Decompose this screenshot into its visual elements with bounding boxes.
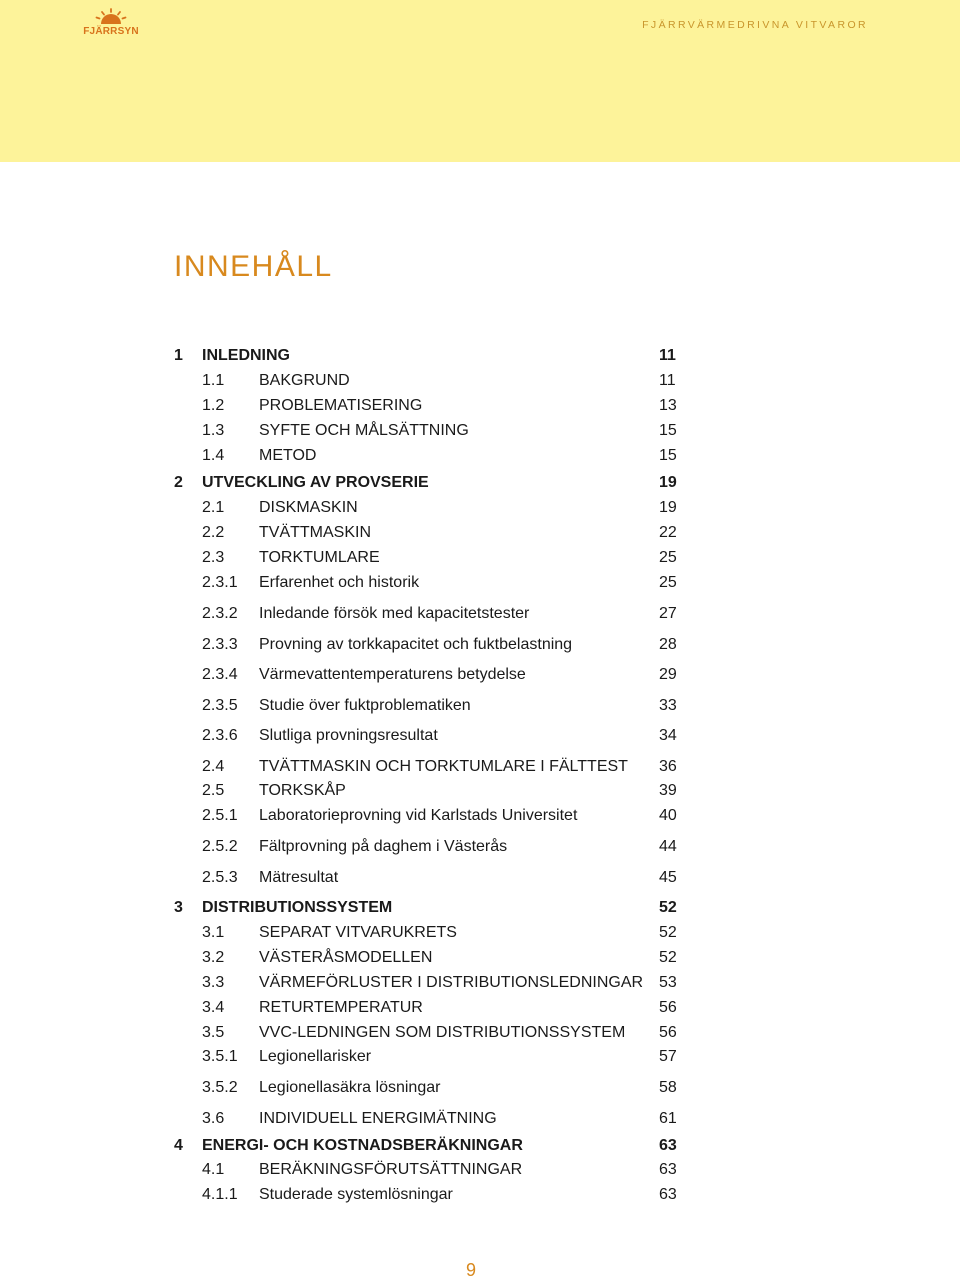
- toc-entry-2-1[interactable]: [0, 498, 960, 518]
- toc-number: 3.5: [202, 1024, 225, 1041]
- toc-page: 28: [659, 636, 677, 653]
- toc-label: RETURTEMPERATUR: [259, 999, 423, 1016]
- toc-page: 36: [659, 758, 677, 775]
- toc-entry-2-5[interactable]: [0, 781, 960, 801]
- toc-label: Slutliga provningsresultat: [259, 727, 438, 744]
- toc-number: 2.3.4: [202, 666, 238, 683]
- toc-number: 2.3.3: [202, 636, 238, 653]
- toc-entry-2-5-3[interactable]: [0, 868, 960, 888]
- toc-number: 2.1: [202, 499, 225, 516]
- toc-label: Värmevattentemperaturens betydelse: [259, 666, 526, 683]
- toc-number: 3.5.2: [202, 1079, 238, 1096]
- toc-entry-2[interactable]: [0, 473, 960, 493]
- toc-number: 1.1: [202, 372, 225, 389]
- toc-label: TORKSKÅP: [259, 782, 346, 799]
- toc-page: 63: [659, 1186, 677, 1203]
- toc-label: TORKTUMLARE: [259, 549, 380, 566]
- toc-label: TVÄTTMASKIN OCH TORKTUMLARE I FÄLTTEST: [259, 758, 628, 775]
- toc-number: 2.5: [202, 782, 225, 799]
- toc-number: 4: [174, 1137, 183, 1154]
- toc-number: 2.3.5: [202, 697, 238, 714]
- toc-page: 15: [659, 447, 677, 464]
- toc-page: 27: [659, 605, 677, 622]
- toc-label: Provning av torkkapacitet och fuktbelastning: [259, 636, 573, 653]
- toc-label: PROBLEMATISERING: [259, 397, 423, 414]
- toc-label: METOD: [259, 447, 317, 464]
- toc-entry-2-3-4[interactable]: [0, 665, 960, 685]
- toc-number: 3: [174, 899, 183, 916]
- toc-page: 44: [659, 838, 677, 855]
- toc-number: 1.3: [202, 422, 225, 439]
- toc-page: 13: [659, 397, 677, 414]
- toc-page: 33: [659, 697, 677, 714]
- toc-entry-2-5-2[interactable]: [0, 837, 960, 857]
- toc-entry-3-1[interactable]: [0, 923, 960, 943]
- toc-entry-4[interactable]: [0, 1136, 960, 1156]
- header-band: [0, 0, 960, 162]
- toc-number: 1.4: [202, 447, 225, 464]
- toc-number: 3.6: [202, 1110, 225, 1127]
- toc-label: DISTRIBUTIONSSYSTEM: [202, 899, 393, 916]
- toc-label: SEPARAT VITVARUKRETS: [259, 924, 457, 941]
- toc-number: 2.2: [202, 524, 225, 541]
- toc-page: 63: [659, 1137, 677, 1154]
- toc-entry-4-1[interactable]: [0, 1160, 960, 1180]
- toc-label: DISKMASKIN: [259, 499, 358, 516]
- toc-number: 3.3: [202, 974, 225, 991]
- toc-number: 2: [174, 474, 183, 491]
- toc-entry-2-2[interactable]: [0, 523, 960, 543]
- toc-number: 3.2: [202, 949, 225, 966]
- toc-page: 34: [659, 727, 677, 744]
- toc-page: 56: [659, 999, 677, 1016]
- toc-entry-2-3-6[interactable]: [0, 726, 960, 746]
- toc-label: INDIVIDUELL ENERGIMÄTNING: [259, 1110, 497, 1127]
- toc-entry-2-3-3[interactable]: [0, 635, 960, 655]
- toc-entry-3-5-1[interactable]: [0, 1047, 960, 1067]
- toc-entry-1-1[interactable]: [0, 371, 960, 391]
- toc-page: 11: [659, 347, 676, 364]
- toc-label: Inledande försök med kapacitetstester: [259, 605, 530, 622]
- toc-entry-2-3[interactable]: [0, 548, 960, 568]
- toc-entry-3-2[interactable]: [0, 948, 960, 968]
- toc-entry-1-3[interactable]: [0, 421, 960, 441]
- toc-entry-3-4[interactable]: [0, 998, 960, 1018]
- toc-number: 2.5.2: [202, 838, 238, 855]
- toc-page: 53: [659, 974, 677, 991]
- toc-entry-4-1-1[interactable]: [0, 1185, 960, 1205]
- toc-page: 15: [659, 422, 677, 439]
- toc-label: Laboratorieprovning vid Karlstads Universitet: [259, 807, 578, 824]
- toc-number: 2.3.6: [202, 727, 238, 744]
- toc-entry-2-4[interactable]: [0, 757, 960, 777]
- toc-label: Studie över fuktproblematiken: [259, 697, 471, 714]
- toc-label: VVC-LEDNINGEN SOM DISTRIBUTIONSSYSTEM: [259, 1024, 626, 1041]
- toc-page: 45: [659, 869, 677, 886]
- toc-label: Legionellarisker: [259, 1048, 372, 1065]
- toc-page: 39: [659, 782, 677, 799]
- toc-entry-3[interactable]: [0, 898, 960, 918]
- toc-label: Fältprovning på daghem i Västerås: [259, 838, 508, 855]
- toc-page: 29: [659, 666, 677, 683]
- toc-number: 1: [174, 347, 183, 364]
- toc-number: 2.3.2: [202, 605, 238, 622]
- toc-entry-3-5[interactable]: [0, 1023, 960, 1043]
- toc-page: 57: [659, 1048, 677, 1065]
- toc-label: ENERGI- OCH KOSTNADSBERÄKNINGAR: [202, 1137, 523, 1154]
- toc-page: 52: [659, 924, 677, 941]
- toc-number: 2.3.1: [202, 574, 238, 591]
- toc-number: 2.4: [202, 758, 225, 775]
- toc-label: UTVECKLING AV PROVSERIE: [202, 474, 429, 491]
- toc-page: 22: [659, 524, 677, 541]
- sun-icon: [94, 8, 128, 26]
- toc-label: TVÄTTMASKIN: [259, 524, 372, 541]
- toc-page: 25: [659, 574, 677, 591]
- toc-entry-1-2[interactable]: [0, 396, 960, 416]
- toc-page: 61: [659, 1110, 677, 1127]
- toc-entry-1-4[interactable]: [0, 446, 960, 466]
- logo-text: FJÄRRSYN: [83, 26, 139, 37]
- toc-entry-1[interactable]: [0, 346, 960, 366]
- toc-label: Legionellasäkra lösningar: [259, 1079, 441, 1096]
- toc-entry-2-5-1[interactable]: [0, 806, 960, 826]
- toc-page: 56: [659, 1024, 677, 1041]
- toc-page: 58: [659, 1079, 677, 1096]
- toc-label: Mätresultat: [259, 869, 339, 886]
- toc-entry-2-3-2[interactable]: [0, 604, 960, 624]
- toc-number: 3.4: [202, 999, 225, 1016]
- toc-number: 1.2: [202, 397, 225, 414]
- toc-label: VÄSTERÅSMODELLEN: [259, 949, 433, 966]
- toc-number: 3.1: [202, 924, 225, 941]
- toc-label: Erfarenhet och historik: [259, 574, 420, 591]
- toc-label: BAKGRUND: [259, 372, 350, 389]
- toc-entry-3-5-2[interactable]: [0, 1078, 960, 1098]
- toc-page: 25: [659, 549, 677, 566]
- toc-number: 2.5.3: [202, 869, 238, 886]
- toc-page: 52: [659, 949, 677, 966]
- toc-number: 4.1.1: [202, 1186, 238, 1203]
- toc-number: 4.1: [202, 1161, 225, 1178]
- page-title: INNEHÅLL: [174, 250, 333, 284]
- toc-number: 3.5.1: [202, 1048, 238, 1065]
- toc-entry-2-3-5[interactable]: [0, 696, 960, 716]
- toc-number: 2.3: [202, 549, 225, 566]
- toc-page: 40: [659, 807, 677, 824]
- toc-entry-3-6[interactable]: [0, 1109, 960, 1129]
- toc-label: SYFTE OCH MÅLSÄTTNING: [259, 422, 469, 439]
- toc-label: INLEDNING: [202, 347, 290, 364]
- toc-number: 2.5.1: [202, 807, 238, 824]
- fjarrsyn-logo: [80, 8, 150, 38]
- toc-page: 19: [659, 474, 677, 491]
- toc-label: Studerade systemlösningar: [259, 1186, 453, 1203]
- toc-page: 63: [659, 1161, 677, 1178]
- document-title: FJÄRRVÄRMEDRIVNA VITVAROR: [642, 19, 868, 31]
- toc-page: 52: [659, 899, 677, 916]
- toc-label: VÄRMEFÖRLUSTER I DISTRIBUTIONSLEDNINGAR: [259, 974, 644, 991]
- toc-page: 19: [659, 499, 677, 516]
- toc-page: 11: [659, 372, 676, 389]
- toc-label: BERÄKNINGSFÖRUTSÄTTNINGAR: [259, 1161, 523, 1178]
- page-number: 9: [465, 1260, 476, 1280]
- toc-entry-2-3-1[interactable]: [0, 573, 960, 593]
- toc-entry-3-3[interactable]: [0, 973, 960, 993]
